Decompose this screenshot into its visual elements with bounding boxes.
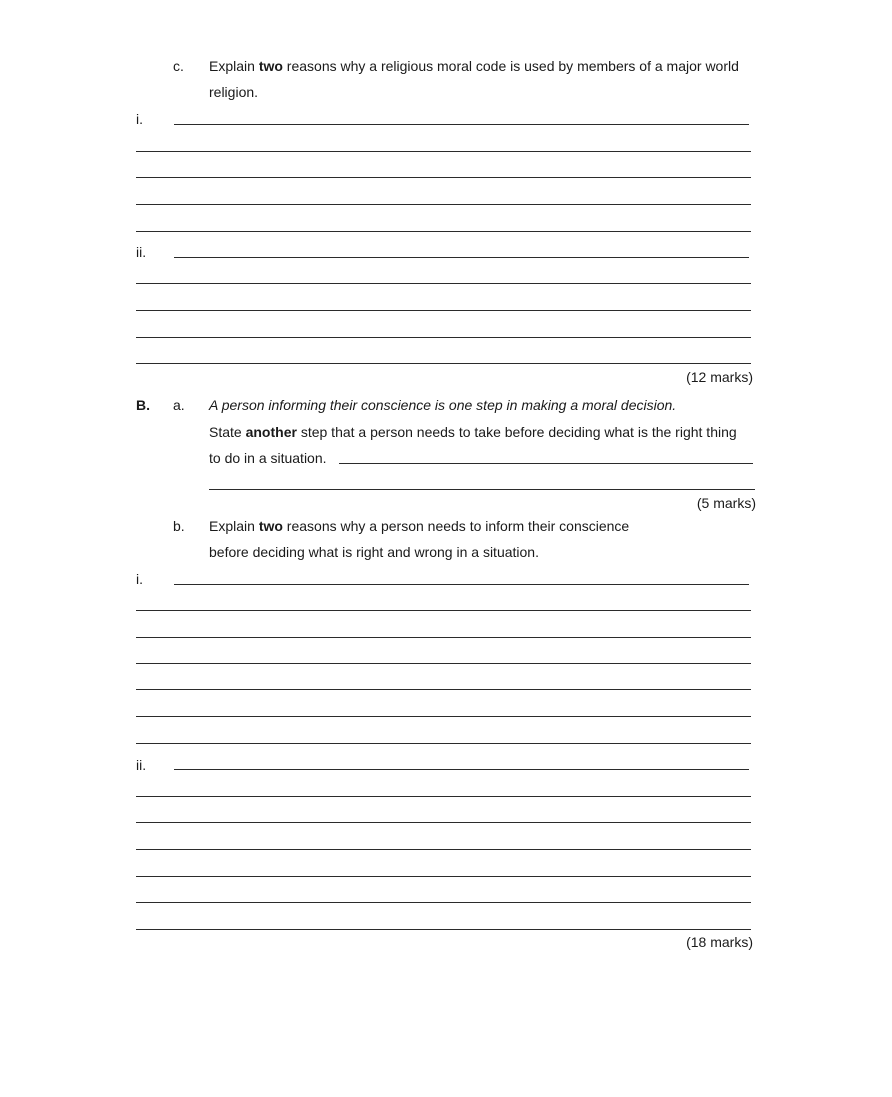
answer-line[interactable] xyxy=(136,310,751,311)
section-b-label-text: B. xyxy=(136,397,150,413)
question-b-b-marks: (18 marks) xyxy=(686,934,753,950)
answer-line[interactable] xyxy=(136,663,751,664)
answer-line[interactable] xyxy=(136,716,751,717)
question-b-b-item-i: i. xyxy=(136,571,143,587)
answer-line[interactable] xyxy=(136,743,751,744)
answer-line[interactable] xyxy=(136,337,751,338)
answer-line[interactable] xyxy=(174,584,749,585)
answer-line[interactable] xyxy=(136,796,751,797)
question-b-a-prompt-post: step that a person needs to take before deciding what is the right thing xyxy=(296,424,737,440)
question-b-a-prompt xyxy=(209,423,737,441)
answer-line[interactable] xyxy=(136,610,751,611)
section-b-label xyxy=(136,396,150,414)
answer-line[interactable] xyxy=(136,689,751,690)
answer-line[interactable] xyxy=(136,204,751,205)
question-c-prompt xyxy=(209,57,739,75)
answer-line[interactable] xyxy=(174,257,749,258)
question-b-b-prompt-bold: two xyxy=(258,518,283,534)
answer-line[interactable] xyxy=(136,876,751,877)
answer-line[interactable] xyxy=(339,463,753,464)
question-b-b-prompt xyxy=(209,517,629,535)
answer-line[interactable] xyxy=(136,637,751,638)
answer-line[interactable] xyxy=(136,902,751,903)
question-c-marks: (12 marks) xyxy=(686,369,753,385)
answer-line[interactable] xyxy=(136,231,751,232)
question-c-item-ii: ii. xyxy=(136,244,147,260)
question-c-label: c. xyxy=(173,58,184,74)
question-b-b-prompt-pre: Explain xyxy=(209,518,259,534)
answer-line[interactable] xyxy=(174,769,749,770)
question-c-item-i: i. xyxy=(136,111,143,127)
question-b-a-label: a. xyxy=(173,397,185,413)
question-b-a-statement xyxy=(209,396,676,414)
answer-line[interactable] xyxy=(136,177,751,178)
answer-line[interactable] xyxy=(136,363,751,364)
question-c-prompt-line2: religion. xyxy=(209,84,259,100)
answer-line[interactable] xyxy=(136,822,751,823)
answer-line[interactable] xyxy=(136,849,751,850)
answer-line[interactable] xyxy=(174,124,749,125)
question-c-prompt-pre: Explain xyxy=(209,58,259,74)
question-c-prompt-post: reasons why a religious moral code is used by members of a major world xyxy=(282,58,739,74)
question-b-b-label: b. xyxy=(173,518,185,534)
question-b-b-prompt-line2: before deciding what is right and wrong in a situation. xyxy=(209,544,539,560)
answer-line[interactable] xyxy=(209,489,755,490)
question-b-a-marks: (5 marks) xyxy=(696,495,756,511)
answer-line[interactable] xyxy=(136,929,751,930)
answer-line[interactable] xyxy=(136,283,751,284)
question-b-a-prompt-bold: another xyxy=(245,424,297,440)
question-b-a-prompt-pre: State xyxy=(209,424,246,440)
question-b-a-statement-text: A person informing their conscience is one step in making a moral decision. xyxy=(209,397,677,413)
question-b-b-prompt-post: reasons why a person needs to inform their conscience xyxy=(282,518,630,534)
question-c-prompt-bold: two xyxy=(258,58,283,74)
question-b-a-prompt-line2: to do in a situation. xyxy=(209,450,327,466)
answer-line[interactable] xyxy=(136,151,751,152)
question-b-b-item-ii: ii. xyxy=(136,757,147,773)
